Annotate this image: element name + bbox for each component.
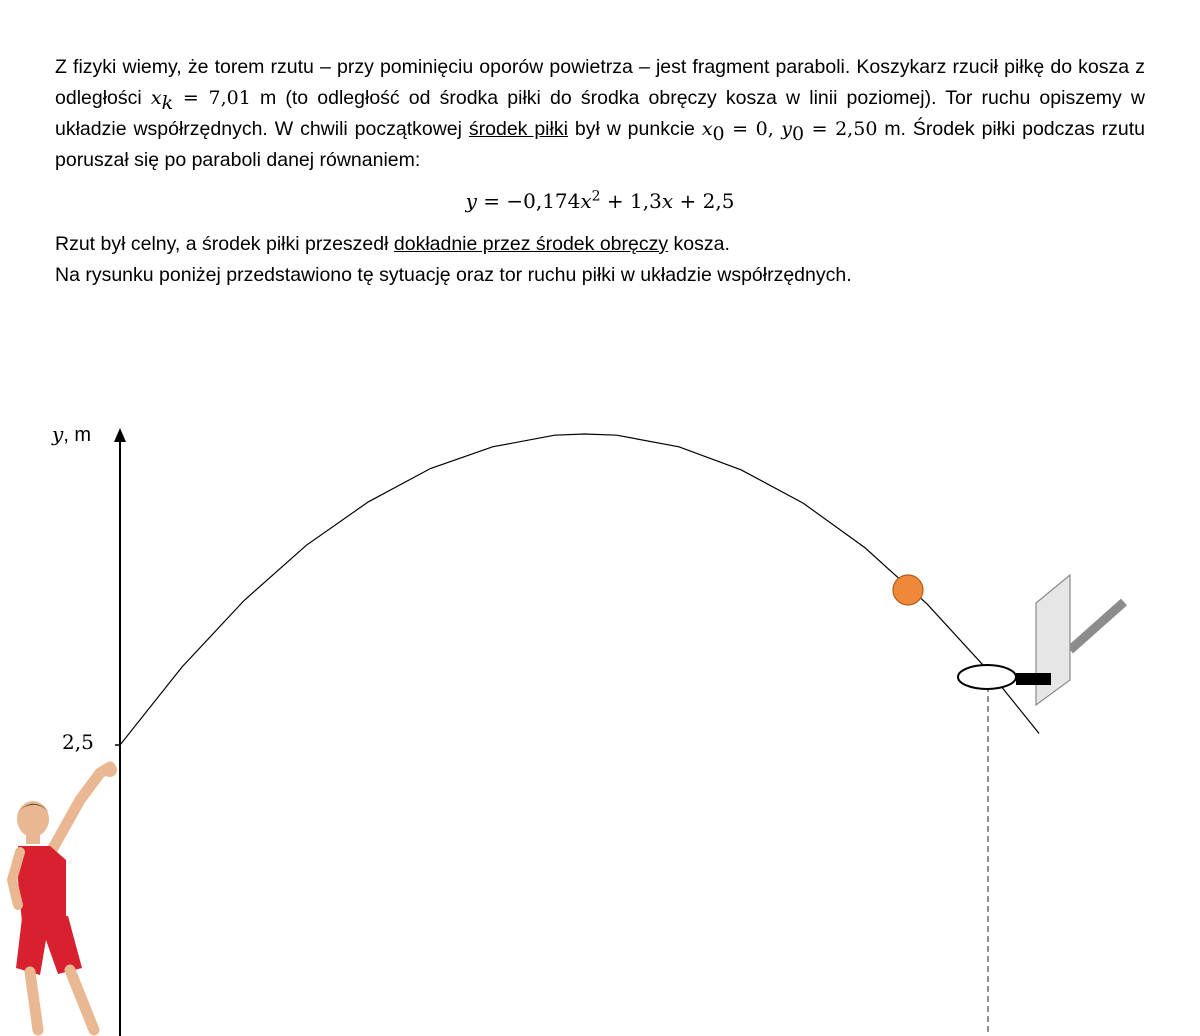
- var-y0: y: [781, 118, 793, 140]
- var-xk-value: = 7,01: [173, 87, 251, 109]
- result-text-2: kosza.: [668, 233, 730, 255]
- y-axis-label: [51, 422, 91, 446]
- y-axis-unit: , m: [63, 424, 92, 446]
- player-right-leg: [70, 970, 94, 1030]
- player-neck: [26, 834, 40, 844]
- var-x0-value: = 0,: [724, 118, 782, 140]
- eq-sup: 2: [591, 188, 601, 205]
- var-y0-value: = 2,50: [804, 118, 878, 140]
- result-text-1: Rzut był celny, a środek piłki przeszedł: [55, 233, 394, 255]
- backboard: [1036, 575, 1070, 705]
- eq-part-2: + 1,3: [600, 189, 662, 213]
- player-head: [17, 801, 49, 837]
- hoop-bracket: [1016, 673, 1051, 685]
- var-xk-sub: k: [161, 91, 174, 114]
- figure-caption-text: Na rysunku poniżej przedstawiono tę sytuację oraz tor ruchu piłki w układzie współrzędnych.: [55, 264, 852, 286]
- y-tick-label-2-5: 2,5: [62, 730, 94, 754]
- intro-text-3: był w punkcie: [567, 118, 702, 140]
- player-jersey: [18, 846, 66, 922]
- eq-part-3: + 2,5: [673, 189, 735, 213]
- underlined-ball-center: środek piłki: [468, 118, 568, 140]
- basketball-player: [12, 763, 117, 1030]
- player-left-leg: [30, 972, 38, 1030]
- intro-text-4: m. Środek piłki podczas rzutu poruszał się po paraboli danej równaniem:: [55, 118, 1145, 171]
- underlined-hoop-center: dokładnie przez środek obręczy: [393, 233, 669, 255]
- hoop-rim: [958, 665, 1016, 689]
- y-axis-arrow: [114, 428, 126, 442]
- eq-x1: x: [580, 189, 592, 213]
- basketball: [893, 575, 923, 605]
- eq-part-1: = −0,174: [476, 189, 581, 213]
- var-x0: x: [701, 118, 713, 140]
- intro-text-2: m (to odległość od środka piłki do środka obręczy kosza w linii poziomej). Tor ruchu opiszemy w układzie współrzędnych. W chwili początkowej: [55, 87, 1146, 140]
- eq-x2: x: [661, 189, 674, 213]
- backboard-pole: [1070, 602, 1124, 650]
- y-axis-var: y: [52, 422, 64, 446]
- var-x0-sub: 0: [712, 122, 725, 145]
- var-y0-sub: 0: [792, 122, 805, 145]
- intro-text-1: Z fizyki wiemy, że torem rzutu – przy pominięciu oporów powietrza – jest fragment paraboli. Koszykarz rzucił piłkę do kosza z odległości: [55, 56, 1145, 109]
- player-raised-arm: [52, 767, 110, 850]
- eq-y: y: [465, 189, 477, 213]
- player-hand: [103, 763, 117, 777]
- var-xk: x: [150, 87, 162, 109]
